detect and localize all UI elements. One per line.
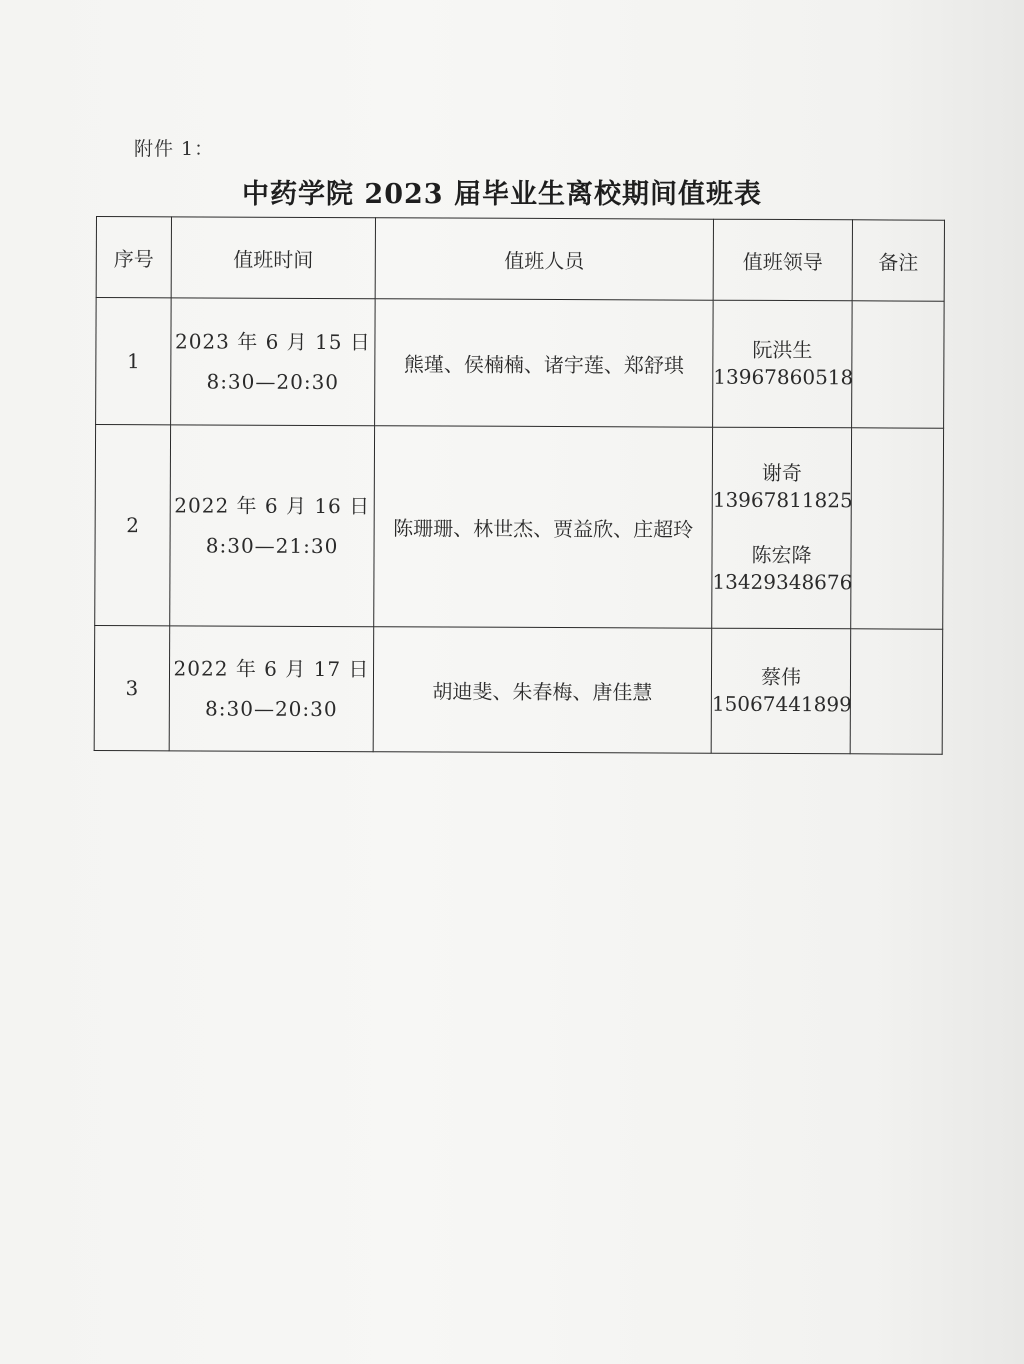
table-header-row — [96, 217, 944, 302]
duty-date: 2022 年 6 月 17 日 — [173, 656, 370, 682]
table-row — [95, 425, 944, 630]
row-index: 3 — [94, 625, 170, 750]
duty-time-cell — [170, 425, 375, 627]
header-duty-time: 值班时间 — [171, 217, 375, 299]
duty-time-cell — [169, 626, 374, 752]
duty-leader-cell — [711, 628, 851, 754]
header-index: 序号 — [96, 217, 171, 298]
duty-hours: 8:30—20:30 — [205, 696, 338, 722]
leader-name: 谢奇 — [761, 460, 802, 486]
leader-name: 陈宏降 — [751, 542, 812, 568]
leader-entry — [712, 664, 850, 719]
duty-staff-cell: 陈珊珊、林世杰、贾益欣、庄超玲 — [374, 426, 713, 628]
duty-schedule-table — [94, 216, 945, 755]
leader-phone: 13967811825 — [712, 487, 853, 513]
remarks-cell — [851, 428, 944, 629]
remarks-cell — [850, 629, 943, 754]
duty-time-cell — [171, 298, 376, 426]
leader-entry — [713, 460, 851, 515]
duty-hours: 8:30—21:30 — [205, 533, 339, 559]
leader-phone: 13967860518 — [713, 364, 854, 390]
leader-entry — [712, 542, 853, 597]
duty-leader-cell — [713, 300, 853, 428]
document-title: 中药学院 2023 届毕业生离校期间值班表 — [242, 179, 762, 210]
leader-name: 蔡伟 — [760, 664, 802, 690]
duty-staff-cell: 熊瑾、侯楠楠、诸宇莲、郑舒琪 — [375, 299, 714, 427]
duty-date: 2022 年 6 月 16 日 — [174, 493, 371, 519]
duty-staff-cell: 胡迪斐、朱春梅、唐佳慧 — [373, 627, 712, 753]
leader-phone: 15067441899 — [711, 691, 852, 717]
duty-date: 2023 年 6 月 15 日 — [174, 329, 371, 355]
row-index: 1 — [96, 298, 172, 425]
header-duty-leader: 值班领导 — [713, 219, 852, 301]
duty-leader-cell — [712, 427, 852, 629]
header-remarks: 备注 — [852, 220, 944, 301]
header-duty-staff: 值班人员 — [375, 218, 713, 300]
attachment-label: 附件 1： — [134, 138, 215, 160]
leader-name: 阮洪生 — [752, 337, 813, 363]
duty-hours: 8:30—20:30 — [206, 369, 340, 395]
table-row — [94, 625, 943, 754]
table-row — [96, 298, 945, 429]
remarks-cell — [852, 301, 945, 428]
leader-phone: 13429348676 — [712, 569, 853, 595]
leader-entry — [713, 337, 854, 392]
row-index: 2 — [95, 425, 171, 626]
